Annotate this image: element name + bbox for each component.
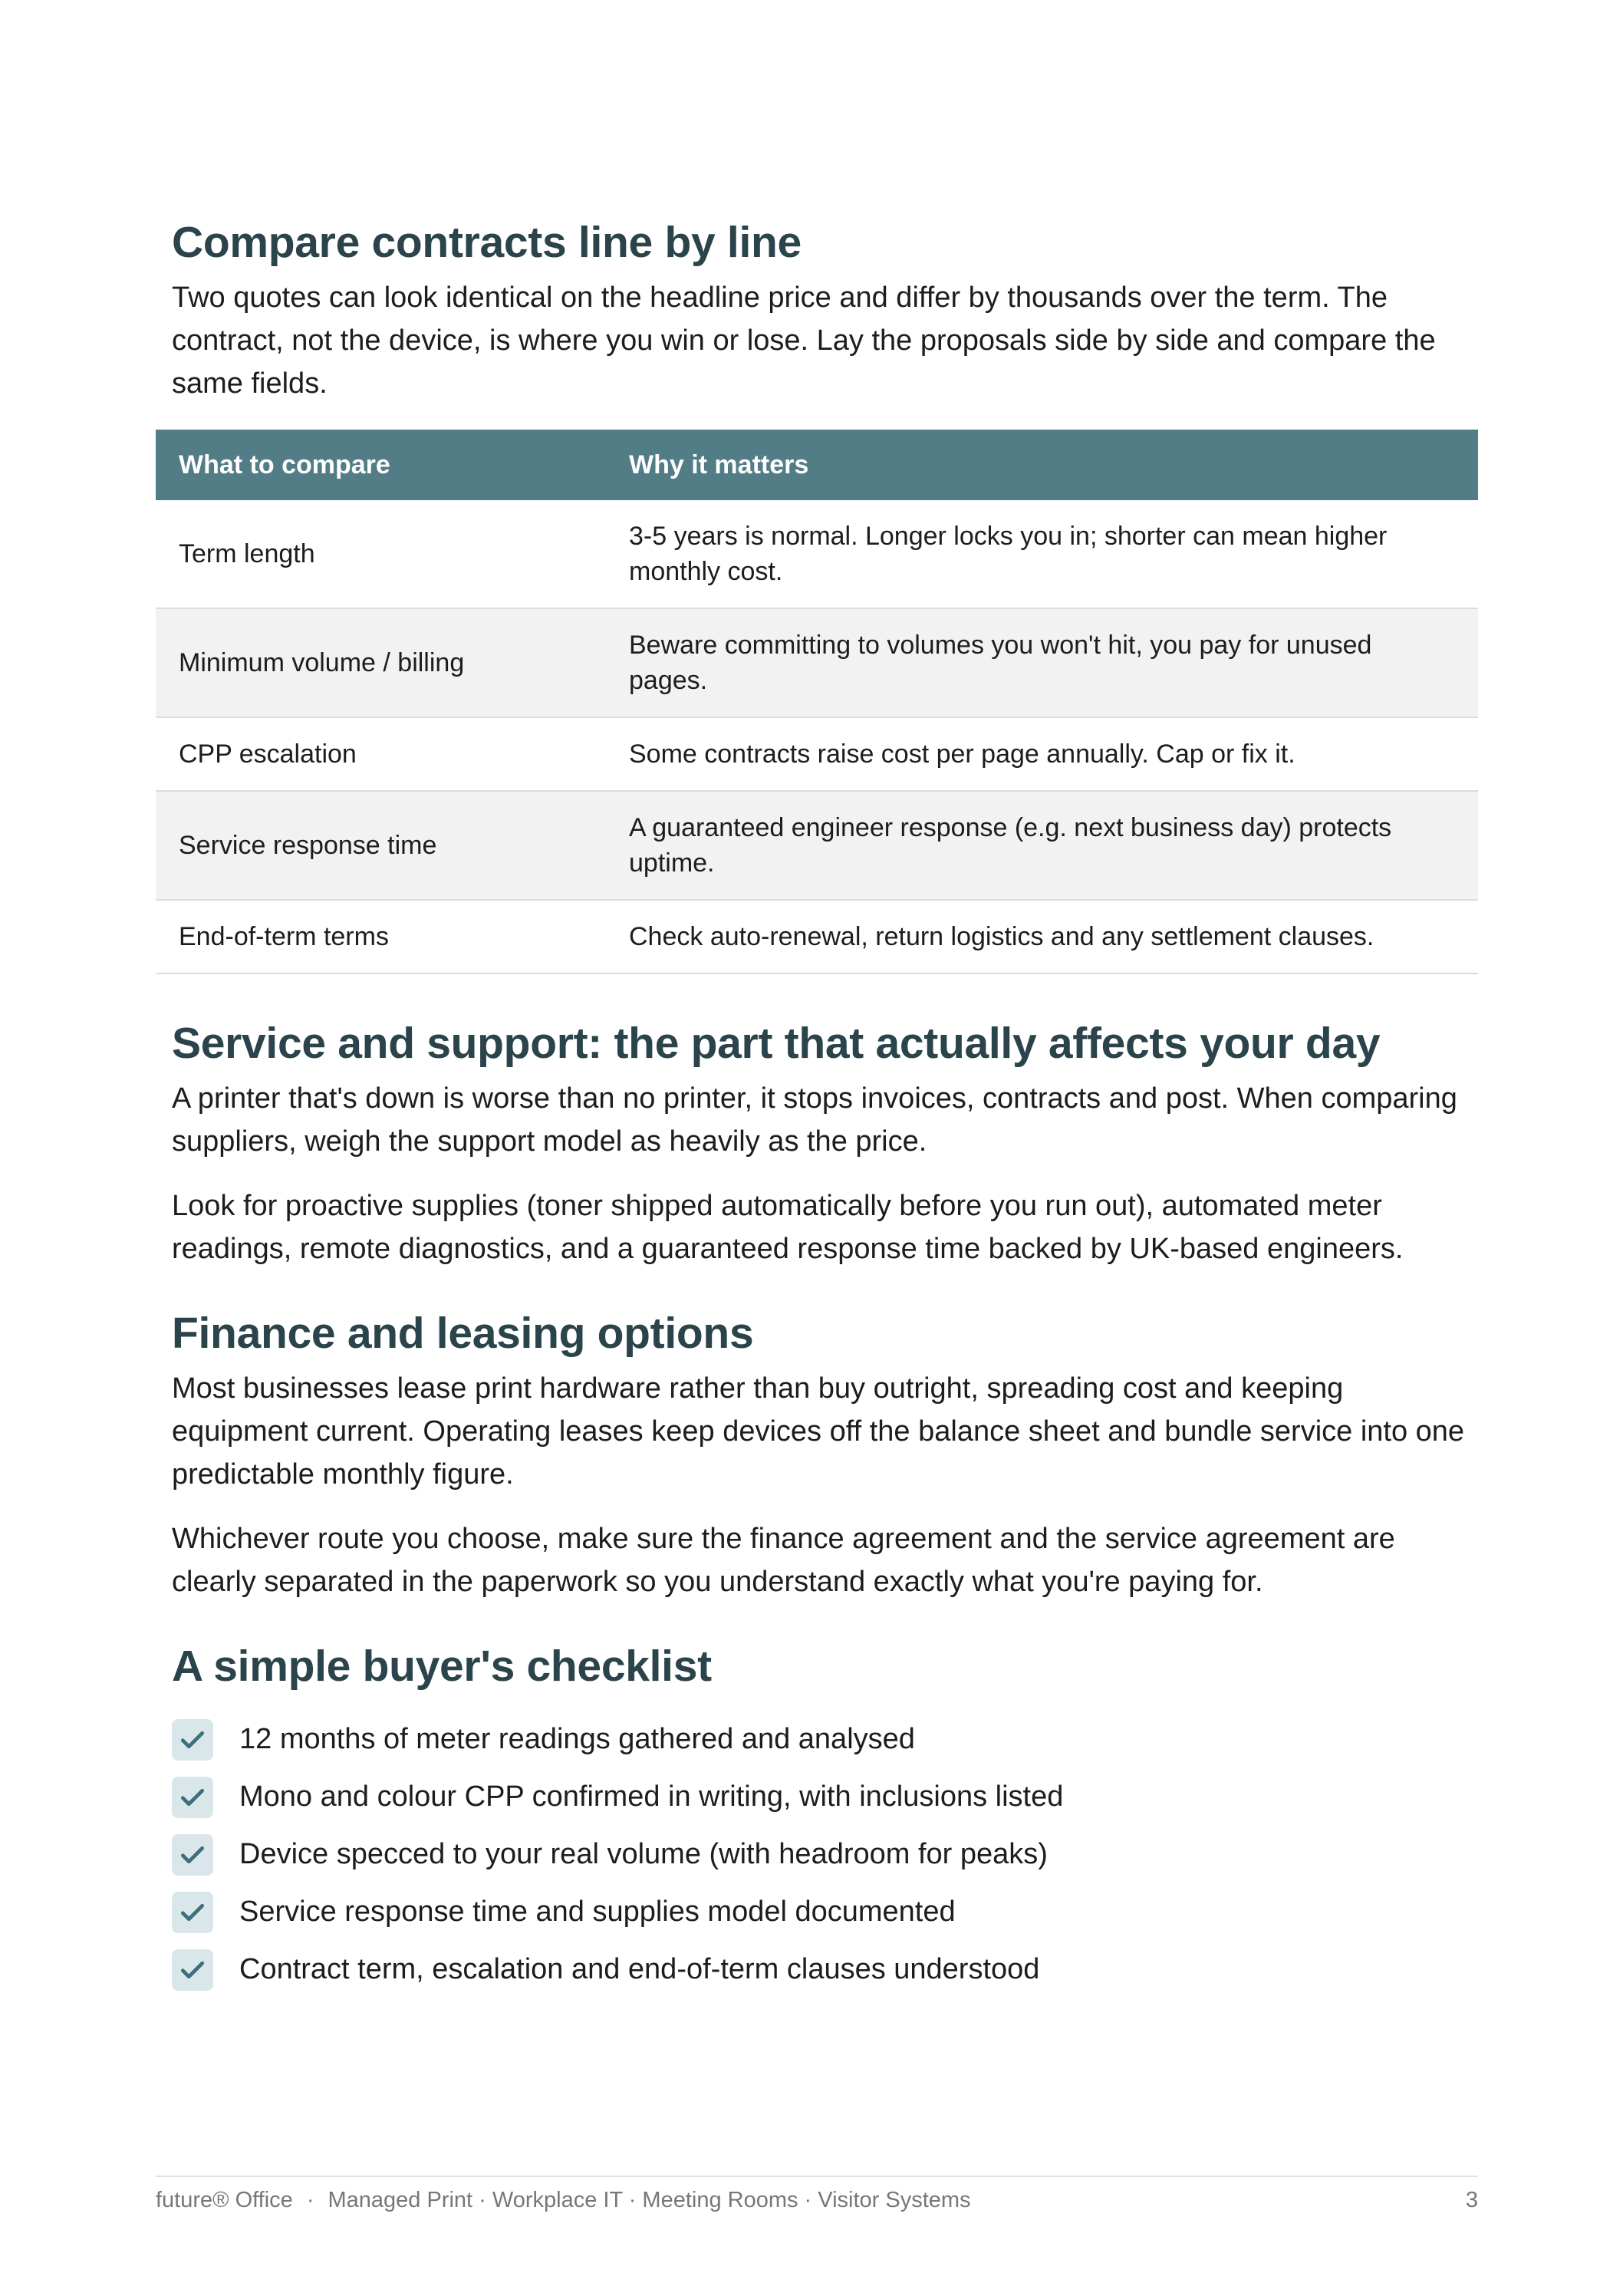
compare-heading: Compare contracts line by line — [172, 218, 802, 267]
checkmark-icon — [172, 1777, 213, 1818]
checklist-item-label: Device specced to your real volume (with headroom for peaks) — [239, 1838, 1048, 1870]
finance-heading: Finance and leasing options — [172, 1309, 754, 1358]
table-cell-item: Term length — [156, 500, 606, 608]
page-content — [156, 215, 1478, 1998]
table-row — [156, 500, 1478, 608]
service-heading: Service and support: the part that actually affects your day — [172, 1019, 1381, 1068]
buyer-checklist — [172, 1711, 1478, 1998]
table-header-row — [156, 430, 1478, 500]
footer-brand: future® Office — [156, 2188, 293, 2212]
checklist-item — [172, 1768, 1478, 1826]
finance-paragraph-2: Whichever route you choose, make sure the finance agreement and the service agreement are clearly separated in the paperwork so you understand exactly what you're paying for. — [172, 1523, 1395, 1598]
table-header-why: Why it matters — [606, 430, 1478, 500]
compare-body: Two quotes can look identical on the headline price and differ by thousands over the term. The contract, not the device, is where you win or lose. Lay the proposals side by side and compare the same fields. — [172, 282, 1436, 400]
table-cell-reason: A guaranteed engineer response (e.g. next business day) protects uptime. — [606, 791, 1478, 900]
checkmark-icon — [172, 1949, 213, 1991]
table-cell-item: Service response time — [156, 791, 606, 900]
page-number: 3 — [1465, 2188, 1478, 2212]
table-row — [156, 900, 1478, 973]
table-row — [156, 608, 1478, 717]
checklist-item-label: Mono and colour CPP confirmed in writing, with inclusions listed — [239, 1780, 1064, 1813]
service-paragraph-1: A printer that's down is worse than no printer, it stops invoices, contracts and post. When comparing suppliers, weigh the support model as heavily as the price. — [172, 1082, 1457, 1158]
checklist-item-label: Service response time and supplies model documented — [239, 1896, 956, 1928]
table-header-what: What to compare — [156, 430, 606, 500]
table-cell-reason: 3-5 years is normal. Longer locks you in; shorter can mean higher monthly cost. — [606, 500, 1478, 608]
checklist-item — [172, 1941, 1478, 1998]
footer-services: Managed Print · Workplace IT · Meeting Rooms · Visitor Systems — [328, 2188, 971, 2212]
checklist-item — [172, 1883, 1478, 1941]
checklist-item-label: Contract term, escalation and end-of-term clauses understood — [239, 1953, 1040, 1985]
table-row — [156, 791, 1478, 900]
table-cell-reason: Beware committing to volumes you won't hit, you pay for unused pages. — [606, 608, 1478, 717]
checklist-heading: A simple buyer's checklist — [172, 1642, 712, 1691]
footer-separator: · — [306, 2188, 314, 2212]
checklist-item — [172, 1826, 1478, 1883]
footer-left — [156, 2188, 971, 2213]
table-row — [156, 717, 1478, 791]
checklist-item-label: 12 months of meter readings gathered and analysed — [239, 1723, 915, 1755]
table-cell-item: End-of-term terms — [156, 900, 606, 973]
table-cell-reason: Some contracts raise cost per page annually. Cap or fix it. — [606, 717, 1478, 791]
checkmark-icon — [172, 1719, 213, 1761]
checkmark-icon — [172, 1834, 213, 1876]
checkmark-icon — [172, 1892, 213, 1933]
table-cell-item: CPP escalation — [156, 717, 606, 791]
finance-paragraph-1: Most businesses lease print hardware rather than buy outright, spreading cost and keeping equipment current. Operating leases keep devices off the balance sheet and bundle service into one predictable monthly figure. — [172, 1372, 1465, 1491]
table-cell-reason: Check auto-renewal, return logistics and any settlement clauses. — [606, 900, 1478, 973]
table-cell-item: Minimum volume / billing — [156, 608, 606, 717]
checklist-item — [172, 1711, 1478, 1768]
comparison-table — [156, 430, 1478, 974]
page-footer — [156, 2176, 1478, 2213]
service-paragraph-2: Look for proactive supplies (toner shipped automatically before you run out), automated meter readings, remote diagnostics, and a guaranteed response time backed by UK-based engineers. — [172, 1190, 1404, 1265]
document-page — [156, 0, 1478, 2296]
